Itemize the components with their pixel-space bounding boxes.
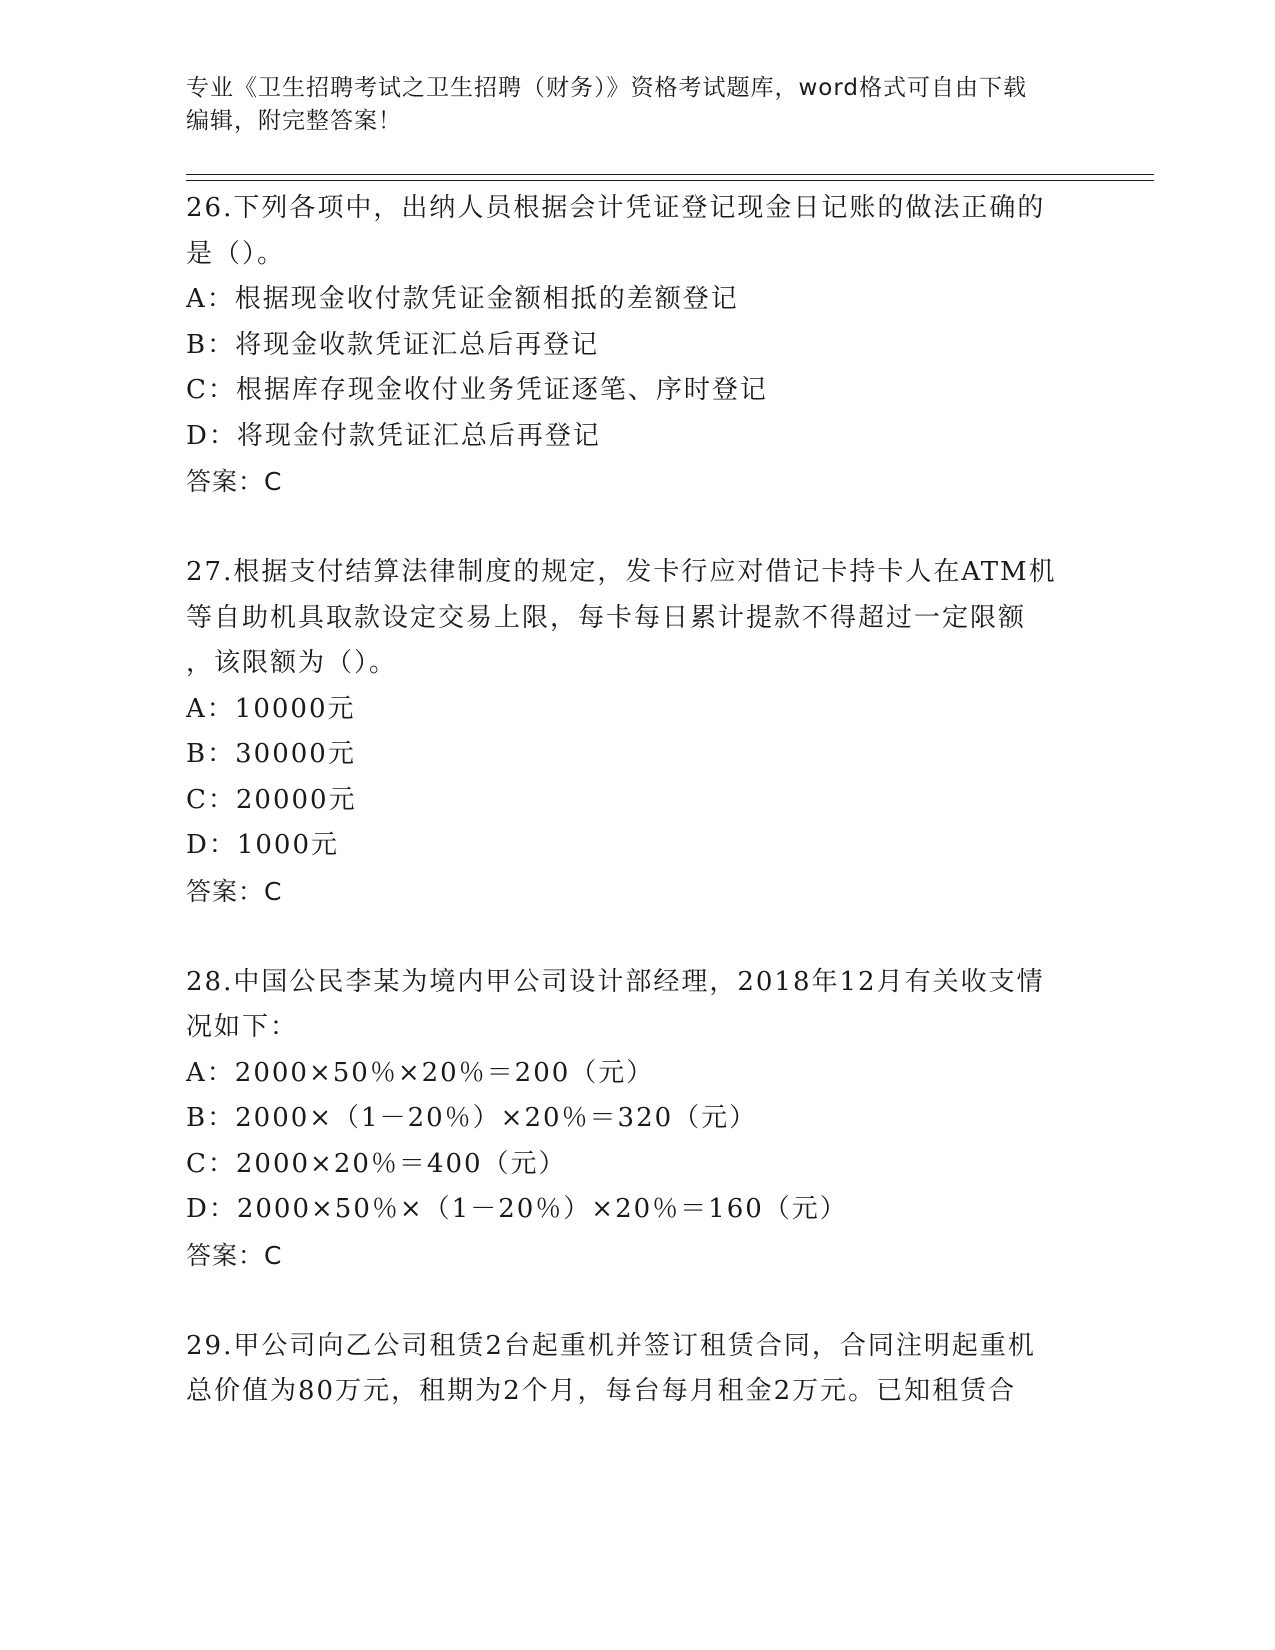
question-stem-line: ，该限额为（）。 xyxy=(186,648,398,678)
question-29 xyxy=(186,1324,1086,1415)
option-a: A：10000元 xyxy=(186,693,356,724)
option-a: A：2000×50％×20％＝200（元） xyxy=(186,1057,655,1088)
header-divider-bottom xyxy=(186,180,1154,181)
document-header xyxy=(186,72,1066,138)
answer: 答案：C xyxy=(186,1240,283,1270)
option-c: C：20000元 xyxy=(186,784,357,815)
spacer xyxy=(186,505,1086,551)
option-c: C：2000×20％＝400（元） xyxy=(186,1148,567,1179)
answer: 答案：C xyxy=(186,876,283,906)
spacer xyxy=(186,1278,1086,1324)
question-list xyxy=(186,186,1086,1415)
question-26 xyxy=(186,186,1086,505)
option-a: A：根据现金收付款凭证金额相抵的差额登记 xyxy=(186,284,739,314)
option-b: B：30000元 xyxy=(186,739,356,769)
question-stem-line: 是（）。 xyxy=(186,238,286,269)
question-27 xyxy=(186,550,1086,914)
option-b: B：2000×（1－20％）×20％＝320（元） xyxy=(186,1103,758,1133)
option-d: D：2000×50％×（1－20％）×20％＝160（元） xyxy=(186,1194,848,1224)
spacer xyxy=(186,914,1086,960)
header-divider-top xyxy=(186,174,1154,175)
question-stem-line: 26.下列各项中，出纳人员根据会计凭证登记现金日记账的做法正确的 xyxy=(186,193,1046,223)
option-c: C：根据库存现金收付业务凭证逐笔、序时登记 xyxy=(186,375,768,405)
option-d: D：将现金付款凭证汇总后再登记 xyxy=(186,420,601,451)
answer: 答案：C xyxy=(186,467,283,496)
option-b: B：将现金收款凭证汇总后再登记 xyxy=(186,329,600,360)
question-stem-line: 29.甲公司向乙公司租赁2台起重机并签订租赁合同，合同注明起重机 xyxy=(186,1330,1036,1361)
question-stem-line: 总价值为80万元，租期为2个月，每台每月租金2万元。已知租赁合 xyxy=(186,1376,1017,1406)
question-stem-line: 况如下： xyxy=(186,1012,299,1042)
question-stem-line: 28.中国公民李某为境内甲公司设计部经理，2018年12月有关收支情 xyxy=(186,966,1045,997)
question-28 xyxy=(186,960,1086,1279)
option-d: D：1000元 xyxy=(186,830,340,860)
question-stem-line: 27.根据支付结算法律制度的规定，发卡行应对借记卡持卡人在ATM机 xyxy=(186,557,1057,587)
header-line-1: 专业《卫生招聘考试之卫生招聘（财务）》资格考试题库，word格式可自由下载 xyxy=(186,75,1028,101)
question-stem-line: 等自助机具取款设定交易上限，每卡每日累计提款不得超过一定限额 xyxy=(186,602,1027,633)
header-line-2: 编辑，附完整答案！ xyxy=(186,108,402,134)
